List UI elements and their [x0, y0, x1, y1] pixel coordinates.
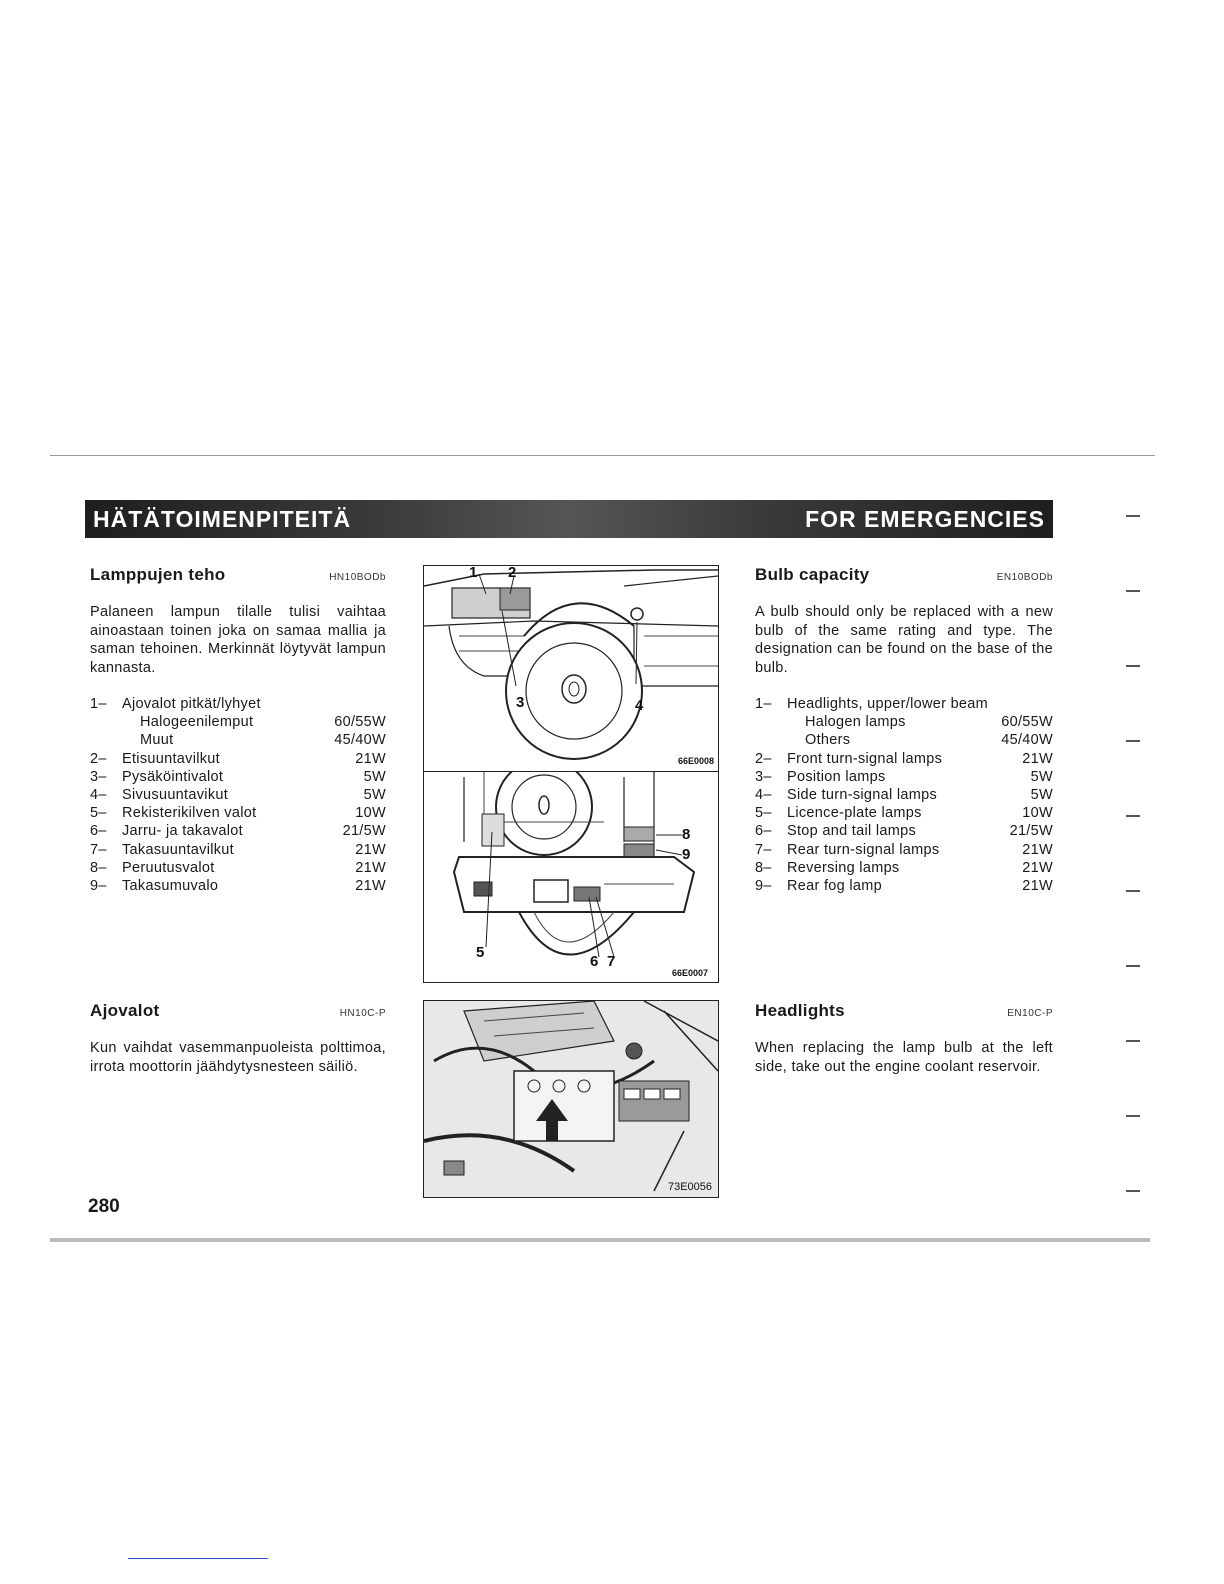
bulb-list-number: 1– — [90, 696, 107, 712]
bulb-list-row — [755, 713, 1053, 731]
margin-tab — [1126, 1040, 1140, 1042]
bulb-list-label: Muut — [140, 732, 174, 749]
bulb-list-number — [755, 731, 787, 749]
bulb-list-wattage: 21W — [1022, 859, 1053, 876]
bulb-list-label: Halogen lamps — [805, 714, 906, 731]
fi-bulb-title: Lamppujen teho — [90, 565, 226, 584]
bulb-list-label: Ajovalot pitkät/lyhyet — [122, 696, 261, 712]
bulb-list-wattage: 21W — [1022, 841, 1053, 858]
bulb-list-row — [755, 877, 1053, 895]
fi-headlights-title: Ajovalot — [90, 1001, 160, 1020]
callout-7: 7 — [607, 953, 616, 970]
bottom-rule — [50, 1238, 1150, 1242]
fi-bulb-section — [90, 565, 386, 895]
bulb-list-number: 3– — [755, 768, 772, 785]
bulb-list-row — [90, 841, 386, 859]
engine-bay-figure — [423, 1000, 719, 1198]
bulb-list-row — [90, 768, 386, 786]
bulb-list-label: Position lamps — [787, 768, 886, 785]
bulb-list-row — [755, 731, 1053, 749]
bulb-list-wattage: 5W — [1030, 787, 1053, 804]
bulb-list-row — [755, 768, 1053, 786]
bulb-list-wattage: 5W — [363, 768, 386, 785]
bulb-list-row — [755, 822, 1053, 840]
en-bulb-list — [755, 695, 1053, 895]
callout-4: 4 — [635, 697, 644, 714]
fi-headlights-code: HN10C-P — [339, 1008, 386, 1019]
bulb-list-label: Rear turn-signal lamps — [787, 841, 940, 858]
bulb-list-label: Stop and tail lamps — [787, 823, 917, 840]
bulb-list-number: 1– — [755, 696, 772, 712]
en-headlights-title: Headlights — [755, 1001, 845, 1020]
fi-headlights-text: Kun vaihdat vasemmanpuoleista polttimoa, irrota moottorin jäähdytysnesteen säiliö. — [90, 1040, 386, 1075]
bulb-list-number: 6– — [90, 823, 107, 840]
rear-vehicle-illustration — [424, 772, 718, 982]
bulb-list-row — [90, 877, 386, 895]
bulb-list-number: 2– — [90, 750, 107, 767]
bulb-list-number: 5– — [90, 805, 107, 822]
bulb-list-number: 8– — [90, 859, 107, 876]
bulb-list-label: Sivusuuntavikut — [122, 787, 229, 804]
bulb-list-label: Takasumuvalo — [122, 878, 219, 895]
margin-tab — [1126, 890, 1140, 892]
margin-tab — [1126, 665, 1140, 667]
bulb-list-label: Side turn-signal lamps — [787, 787, 938, 804]
bulb-list-number: 5– — [755, 805, 772, 822]
callout-8: 8 — [682, 826, 691, 843]
callout-5: 5 — [476, 944, 485, 961]
callout-3: 3 — [516, 694, 525, 711]
bulb-list-label: Peruutusvalot — [122, 859, 215, 876]
bulb-list-wattage: 21/5W — [1009, 823, 1053, 840]
bulb-list-label: Jarru- ja takavalot — [122, 823, 243, 840]
bulb-list-row — [755, 695, 1053, 713]
bulb-list-number: 7– — [90, 841, 107, 858]
margin-tab — [1126, 740, 1140, 742]
bulb-list-wattage: 21W — [1022, 750, 1053, 767]
bulb-list-number: 3– — [90, 768, 107, 785]
bulb-list-number: 9– — [755, 878, 772, 895]
link-underline — [128, 1558, 268, 1559]
bulb-list-row — [755, 841, 1053, 859]
margin-tab — [1126, 1115, 1140, 1117]
page-number: 280 — [88, 1196, 120, 1217]
en-headlights-text: When replacing the lamp bulb at the left side, take out the engine coolant reservoir. — [755, 1040, 1053, 1075]
bulb-list-wattage: 21W — [355, 859, 386, 876]
bulb-list-number: 2– — [755, 750, 772, 767]
bulb-list-wattage: 21W — [1022, 878, 1053, 895]
banner-title-en: FOR EMERGENCIES — [805, 505, 1045, 532]
top-rule — [50, 455, 1155, 456]
bulb-list-row — [90, 786, 386, 804]
callout-9: 9 — [682, 846, 691, 863]
bulb-list-row — [755, 750, 1053, 768]
en-bulb-section — [755, 565, 1053, 895]
fi-bulb-list — [90, 695, 386, 895]
en-headlights-section — [755, 1001, 1053, 1076]
bulb-list-wattage: 21W — [355, 878, 386, 895]
bulb-list-number: 6– — [755, 823, 772, 840]
bulb-list-label: Etisuuntavilkut — [122, 750, 220, 767]
bulb-list-number: 7– — [755, 841, 772, 858]
en-headlights-code: EN10C-P — [1007, 1008, 1053, 1019]
bulb-list-label: Halogeenilemput — [140, 714, 254, 731]
bulb-list-wattage: 21W — [355, 841, 386, 858]
margin-tab — [1126, 1190, 1140, 1192]
bulb-list-label: Headlights, upper/lower beam — [787, 696, 989, 712]
engine-bay-illustration — [424, 1001, 718, 1197]
bulb-list-number — [90, 713, 122, 731]
bulb-list-wattage: 10W — [1022, 805, 1053, 822]
margin-tab — [1126, 815, 1140, 817]
bulb-list-row — [90, 822, 386, 840]
bulb-list-label: Others — [805, 732, 851, 749]
bulb-list-wattage: 21/5W — [342, 823, 386, 840]
bulb-list-label: Rear fog lamp — [787, 878, 882, 895]
engine-figure-code: 73E0056 — [667, 1181, 712, 1193]
en-bulb-code: EN10BODb — [996, 572, 1053, 583]
bulb-list-label: Front turn-signal lamps — [787, 750, 943, 767]
bulb-list-row — [90, 713, 386, 731]
bulb-list-row — [755, 804, 1053, 822]
bulb-list-number: 8– — [755, 859, 772, 876]
bulb-list-number: 4– — [755, 787, 772, 804]
bulb-list-row — [90, 731, 386, 749]
bulb-list-label: Takasuuntavilkut — [122, 841, 234, 858]
en-bulb-text: A bulb should only be replaced with a new bulb of the same rating and type. The designation can be found on the base of the bulb. — [755, 604, 1053, 676]
fi-headlights-section — [90, 1001, 386, 1076]
bulb-list-row — [90, 750, 386, 768]
rear-lamps-figure — [423, 771, 719, 983]
fi-bulb-code: HN10BODb — [329, 572, 386, 583]
margin-tab — [1126, 515, 1140, 517]
bulb-list-label: Reversing lamps — [787, 859, 900, 876]
bulb-list-number — [755, 713, 787, 731]
bulb-list-label: Licence-plate lamps — [787, 805, 922, 822]
callout-2: 2 — [508, 565, 517, 581]
bulb-list-number: 4– — [90, 787, 107, 804]
banner-title-fi: HÄTÄTOIMENPITEITÄ — [93, 505, 352, 532]
bulb-list-number: 9– — [90, 878, 107, 895]
front-vehicle-illustration — [424, 566, 718, 772]
margin-tab — [1126, 590, 1140, 592]
front-figure-code: 66E0008 — [677, 756, 714, 766]
section-banner — [85, 500, 1053, 538]
callout-6: 6 — [590, 953, 599, 970]
callout-1: 1 — [469, 565, 478, 581]
en-bulb-title: Bulb capacity — [755, 565, 870, 584]
bulb-list-row — [90, 859, 386, 877]
bulb-list-wattage: 45/40W — [1001, 732, 1053, 749]
bulb-list-row — [755, 859, 1053, 877]
bulb-list-wattage: 60/55W — [1001, 714, 1053, 731]
margin-tab — [1126, 965, 1140, 967]
bulb-list-wattage: 5W — [1030, 768, 1053, 785]
bulb-list-number — [90, 731, 122, 749]
fi-bulb-text: Palaneen lampun tilalle tulisi vaihtaa ainoastaan toinen joka on samaa mallia ja saman tehoinen. Merkinnät löytyvät lampun kannasta. — [90, 604, 386, 676]
front-lamps-figure — [423, 565, 719, 773]
bulb-list-label: Rekisterikilven valot — [122, 805, 257, 822]
bulb-list-row — [90, 804, 386, 822]
bulb-list-wattage: 5W — [363, 787, 386, 804]
bulb-list-row — [90, 695, 386, 713]
rear-figure-code: 66E0007 — [671, 968, 708, 978]
bulb-list-wattage: 21W — [355, 750, 386, 767]
bulb-list-wattage: 60/55W — [334, 714, 386, 731]
bulb-list-wattage: 10W — [355, 805, 386, 822]
bulb-list-wattage: 45/40W — [334, 732, 386, 749]
bulb-list-label: Pysäköintivalot — [122, 768, 224, 785]
bulb-list-row — [755, 786, 1053, 804]
